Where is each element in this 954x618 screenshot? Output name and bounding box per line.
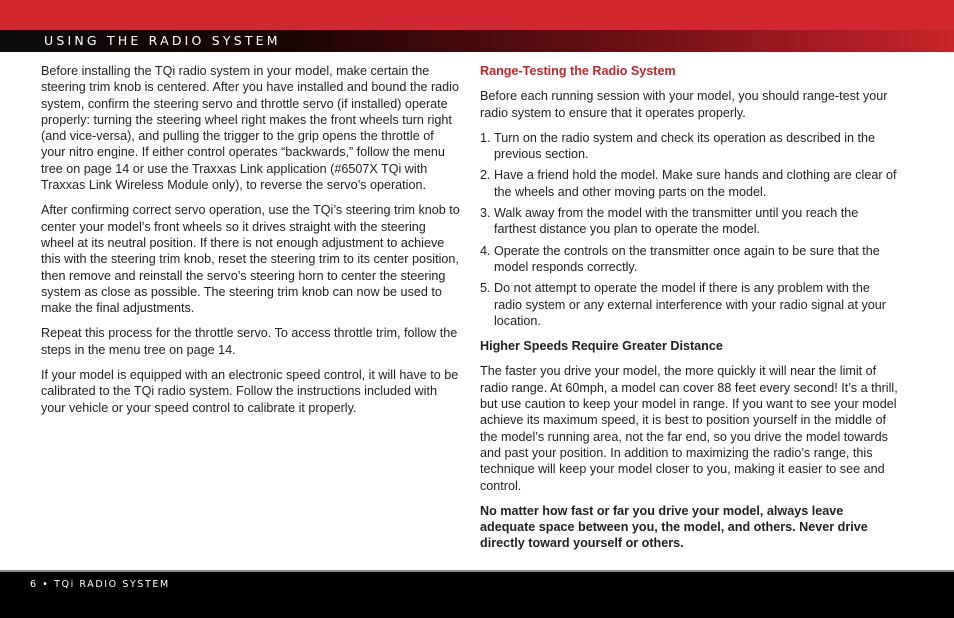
right-column bbox=[480, 63, 898, 561]
top-color-bar bbox=[0, 0, 954, 30]
warning-paragraph: No matter how fast or far you drive your model, always leave adequate space between you, the model, and others. Never drive directly toward yourself or others. bbox=[480, 503, 868, 551]
range-testing-heading: Range-Testing the Radio System bbox=[480, 64, 676, 78]
throttle-paragraph: Repeat this process for the throttle servo. To access throttle trim, follow the steps in the menu tree on page 14. bbox=[41, 326, 458, 357]
list-item: 5. Do not attempt to operate the model if there is any problem with the radio system or any external interference with your radio signal at your location. bbox=[480, 281, 886, 328]
footer-bar bbox=[0, 572, 954, 618]
list-item: 2. Have a friend hold the model. Make sure hands and clothing are clear of the wheels and other moving parts on the model. bbox=[480, 168, 897, 199]
list-item: 4. Operate the controls on the transmitter once again to be sure that the model responds correctly. bbox=[480, 243, 880, 274]
range-intro-paragraph: Before each running session with your model, you should range-test your radio system to ensure that it operates properly. bbox=[480, 89, 888, 120]
esc-paragraph: If your model is equipped with an electronic speed control, it will have to be calibrated to the TQi radio system. Follow the instructions included with your vehicle or your speed control to calibrate it properly. bbox=[41, 368, 459, 415]
intro-paragraph: Before installing the TQi radio system in your model, make certain the steering trim knob is centered. After you have installed and bound the radio system, confirm the steering servo and throttle servo (if installed) operate properly: turning the steering wheel right makes the front wheels turn right (and vice-versa), and pulling the trigger to the grip opens the throttle of your nitro engine. If either control operates “backwards,” follow the menu tree on page 14 or use the Traxxas Link application (#6507X TQi with Traxxas Link Wireless Module only), to reverse the servo’s operation. bbox=[41, 64, 459, 193]
trim-paragraph: After confirming correct servo operation, use the TQi’s steering trim knob to center your model’s front wheels so it drives straight with the steering wheel at its neutral position. If there is not enough adjustment to achieve this with the steering trim knob, reset the steering trim to its center position, then remove and reinstall the servo’s steering horn to center the steering system as close as possible. The steering trim knob can now be used to make the final adjustments. bbox=[41, 203, 460, 316]
range-test-steps bbox=[480, 130, 898, 329]
section-header-bar bbox=[0, 30, 954, 52]
section-title: USING THE RADIO SYSTEM bbox=[44, 33, 281, 48]
speed-heading: Higher Speeds Require Greater Distance bbox=[480, 339, 723, 354]
left-column bbox=[41, 63, 461, 425]
list-item: 3. Walk away from the model with the transmitter until you reach the farthest distance you plan to operate the model. bbox=[480, 206, 859, 237]
page-footer-label: 6 • TQi RADIO SYSTEM bbox=[30, 579, 170, 590]
speed-paragraph: The faster you drive your model, the more quickly it will near the limit of radio range. At 60mph, a model can cover 88 feet every second! It’s a thrill, but use caution to keep your model in range. If you want to see your model achieve its maximum speed, it is best to position yourself in the middle of the model’s running area, not the far end, so you drive the model towards and past your position. In addition to maximizing the radio’s range, this technique will keep your model closer to you, making it easier to see and control. bbox=[480, 364, 898, 493]
list-item: 1. Turn on the radio system and check its operation as described in the previous section. bbox=[480, 130, 876, 162]
